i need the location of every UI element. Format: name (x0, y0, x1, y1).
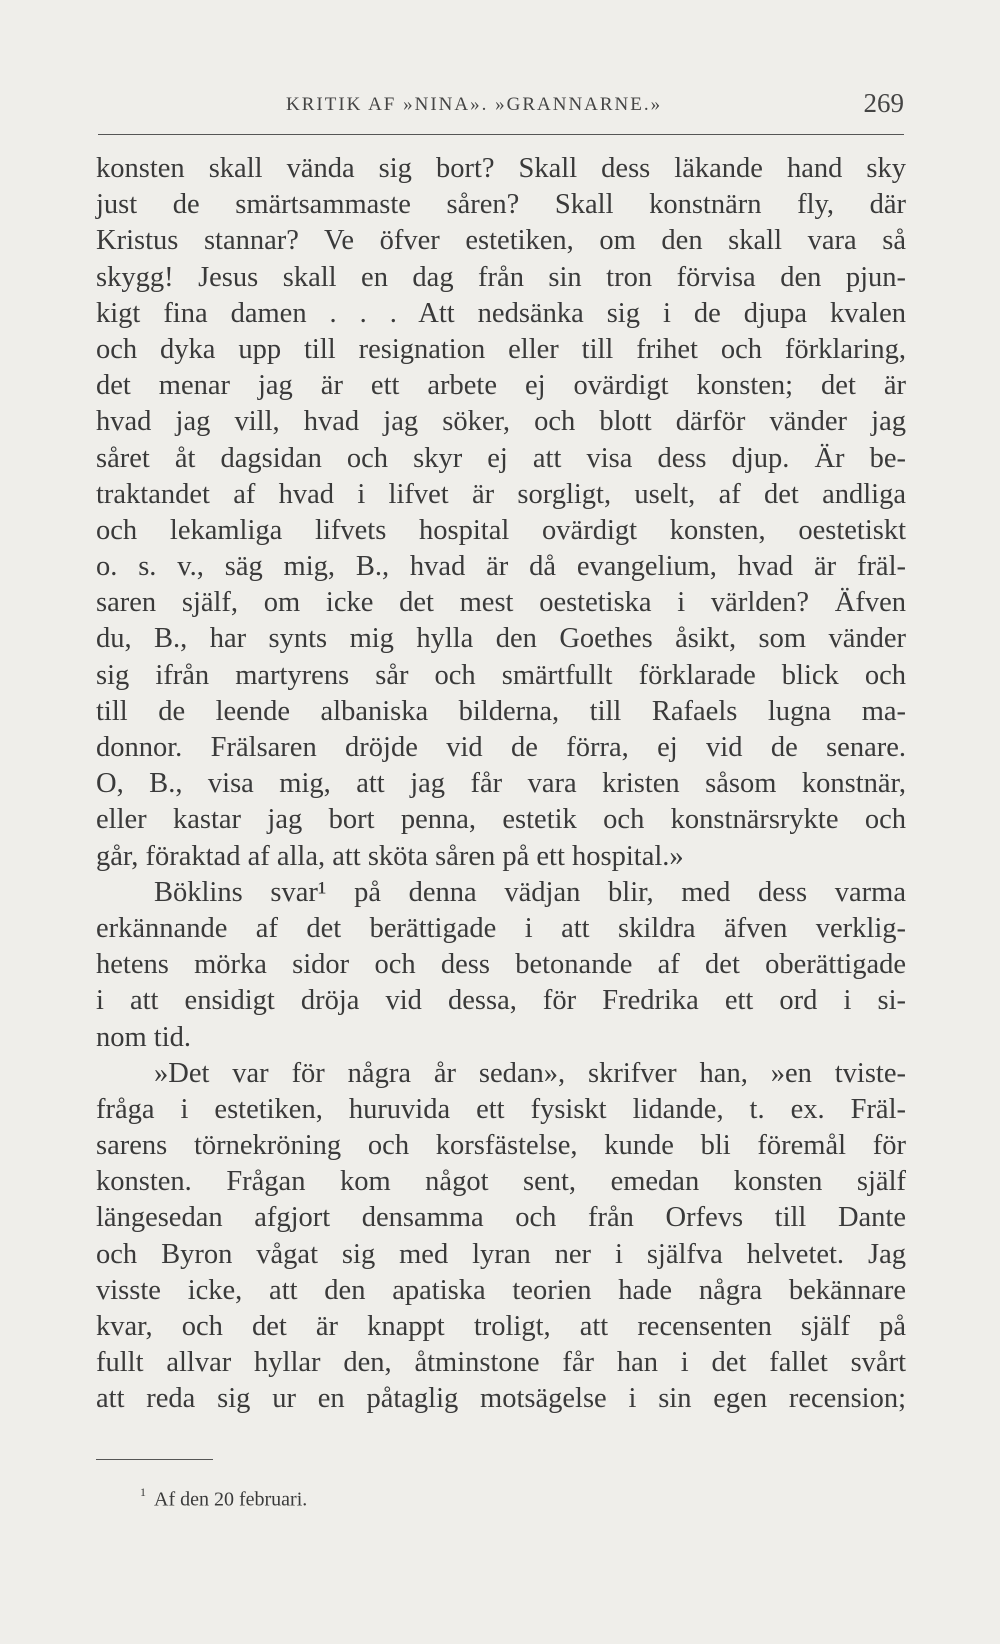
text-line: till de leende albaniska bilderna, till Rafaels lugna ma- (96, 695, 906, 727)
text-line: just de smärtsammaste såren? Skall konstnärn fly, där (96, 189, 906, 221)
text-line: det menar jag är ett arbete ej ovärdigt konsten; det är (96, 370, 906, 402)
text-line: sarens törnekröning och korsfästelse, kunde bli föremål för (96, 1130, 906, 1162)
text-line: donnor. Frälsaren dröjde vid de förra, ej vid de senare. (96, 732, 906, 763)
text-line: kigt fina damen . . . Att nedsänka sig i de djupa kvalen (96, 297, 906, 329)
text-line: Böklins svar¹ på denna vädjan blir, med dess varma (154, 876, 906, 908)
text-line: traktandet af hvad i lifvet är sorgligt, uselt, af det andliga (96, 478, 906, 510)
text-line: du, B., har synts mig hylla den Goethes åsikt, som vänder (96, 623, 906, 655)
body-text (96, 151, 906, 1418)
text-line: fråga i estetiken, huruvida ett fysiskt lidande, t. ex. Fräl- (96, 1093, 906, 1125)
footnote (140, 1487, 307, 1512)
text-line: saren själf, om icke det mest oestetiska i världen? Äfven (96, 587, 906, 619)
text-line: o. s. v., säg mig, B., hvad är då evangelium, hvad är fräl- (96, 551, 906, 583)
footnote-text: Af den 20 februari. (154, 1488, 308, 1511)
text-line: kvar, och det är knappt troligt, att recensenten själf på (96, 1311, 906, 1342)
text-line: går, föraktad af alla, att sköta såren på ett hospital.» (96, 840, 684, 872)
running-header (96, 86, 904, 126)
text-line: erkännande af det berättigade i att skildra äfven verklig- (96, 912, 906, 944)
text-line: nom tid. (96, 1021, 192, 1053)
text-line: längesedan afgjort densamma och från Orfevs till Dante (96, 1202, 906, 1234)
running-title: KRITIK AF »NINA». »GRANNARNE.» (286, 94, 663, 115)
text-line: »Det var för några år sedan», skrifver han, »en tviste- (154, 1057, 906, 1089)
page-number: 269 (863, 88, 904, 118)
text-line: i att ensidigt dröja vid dessa, för Fredrika ett ord i si- (96, 985, 906, 1017)
text-line: visste icke, att den apatiska teorien hade några bekännare (96, 1274, 906, 1306)
text-line: konsten. Frågan kom något sent, emedan konsten själf (96, 1166, 906, 1198)
text-line: och lekamliga lifvets hospital ovärdigt konsten, oestetiskt (96, 514, 906, 546)
text-line: O, B., visa mig, att jag får vara kristen såsom konstnär, (96, 768, 906, 800)
footnote-rule (96, 1459, 213, 1460)
text-line: sig ifrån martyrens sår och smärtfullt förklarade blick och (96, 659, 906, 691)
text-line: eller kastar jag bort penna, estetik och konstnärsrykte och (96, 804, 906, 836)
footnote-marker: 1 (140, 1485, 146, 1499)
text-line: fullt allvar hyllar den, åtminstone får han i det fallet svårt (96, 1347, 906, 1379)
header-rule (98, 134, 904, 135)
text-line: konsten skall vända sig bort? Skall dess läkande hand sky (96, 153, 906, 184)
text-line: Kristus stannar? Ve öfver estetiken, om den skall vara så (96, 225, 906, 257)
text-line: att reda sig ur en påtaglig motsägelse i sin egen recension; (96, 1383, 906, 1415)
text-line: och Byron vågat sig med lyran ner i själfva helvetet. Jag (96, 1238, 906, 1270)
text-line: såret åt dagsidan och skyr ej att visa dess djup. Är be- (96, 442, 906, 474)
text-line: hetens mörka sidor och dess betonande af det oberättigade (96, 949, 906, 981)
text-line: och dyka upp till resignation eller till frihet och förklaring, (96, 333, 906, 365)
text-line: skygg! Jesus skall en dag från sin tron förvisa den pjun- (96, 261, 906, 293)
text-line: hvad jag vill, hvad jag söker, och blott därför vänder jag (96, 406, 906, 438)
